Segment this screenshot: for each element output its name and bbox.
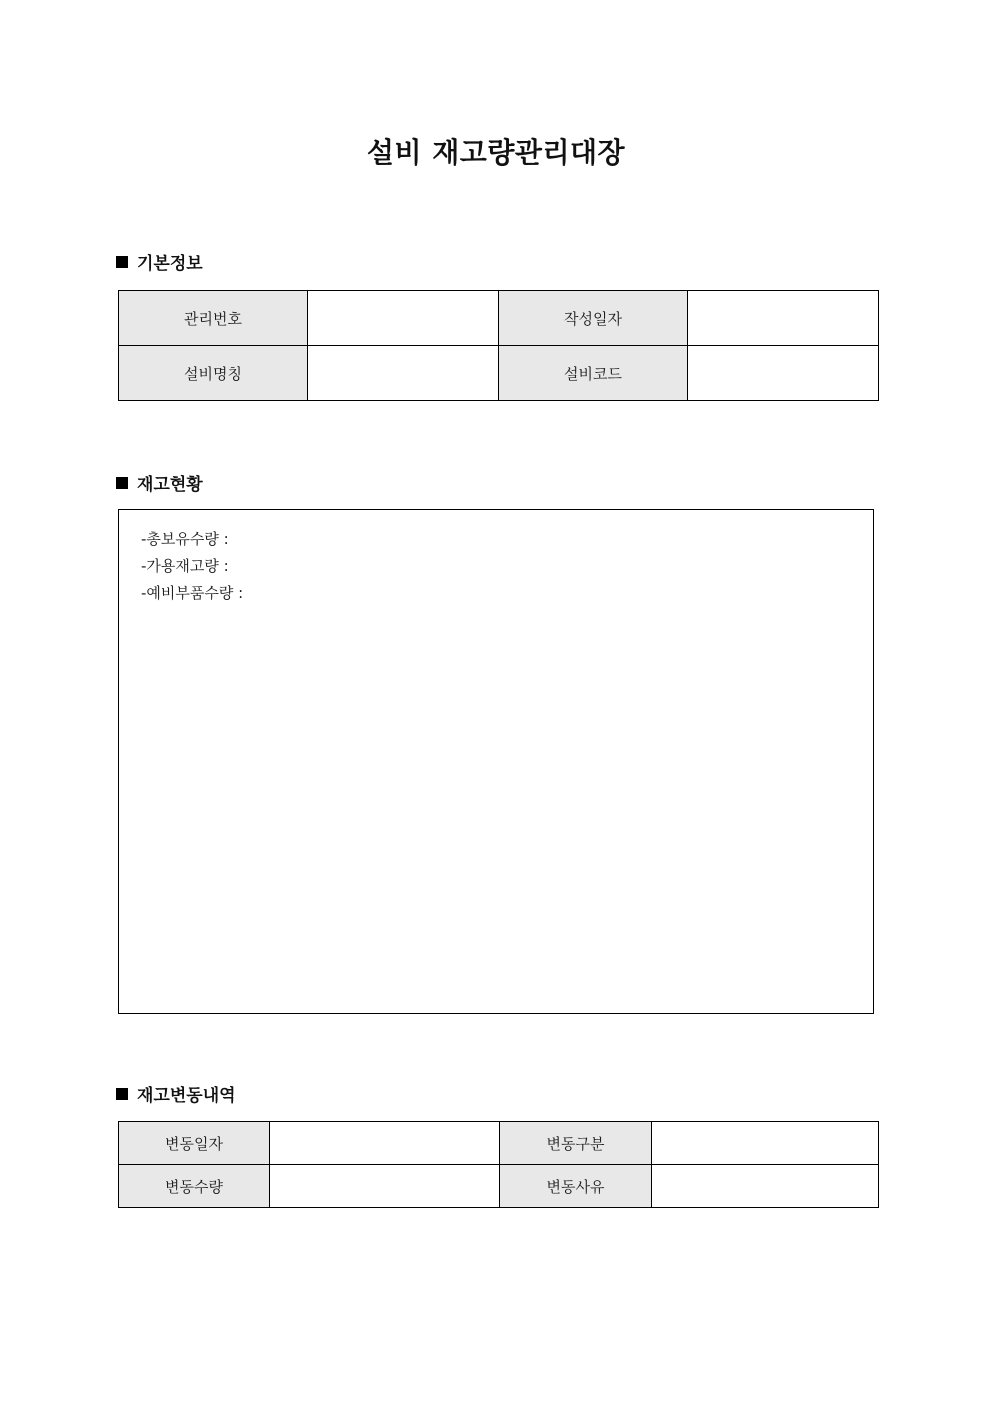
stock-status-box[interactable] — [118, 509, 874, 1014]
cell-label-equipment-code: 설비코드 — [499, 346, 688, 401]
section-heading-basic-info — [116, 249, 203, 274]
section-heading-stock-change — [116, 1081, 236, 1106]
stock-status-line-list — [119, 510, 873, 607]
page-title: 설비 재고량관리대장 — [366, 136, 626, 169]
list-item: -예비부품수량 : — [141, 584, 244, 602]
table-row — [119, 291, 879, 346]
cell-label-created-date: 작성일자 — [499, 291, 688, 346]
cell-label-change-type: 변동구분 — [500, 1122, 652, 1165]
cell-value-equipment-code[interactable] — [688, 346, 879, 401]
square-bullet-icon — [116, 1088, 128, 1100]
cell-label-change-quantity: 변동수량 — [119, 1165, 270, 1208]
list-item: -가용재고량 : — [141, 557, 229, 575]
section-heading-stock-status — [116, 470, 203, 495]
cell-value-change-reason[interactable] — [652, 1165, 879, 1208]
cell-value-created-date[interactable] — [688, 291, 879, 346]
cell-label-change-reason: 변동사유 — [500, 1165, 652, 1208]
cell-value-change-date[interactable] — [270, 1122, 500, 1165]
cell-label-management-number: 관리번호 — [119, 291, 308, 346]
table-row — [119, 1165, 879, 1208]
cell-label-change-date: 변동일자 — [119, 1122, 270, 1165]
cell-value-management-number[interactable] — [308, 291, 499, 346]
table-row — [119, 1122, 879, 1165]
cell-label-equipment-name: 설비명칭 — [119, 346, 308, 401]
square-bullet-icon — [116, 477, 128, 489]
section-heading-stock-status-label: 재고현황 — [137, 475, 203, 495]
section-heading-basic-info-label: 기본정보 — [137, 254, 203, 274]
cell-value-change-type[interactable] — [652, 1122, 879, 1165]
list-item: -총보유수량 : — [141, 530, 229, 548]
section-heading-stock-change-label: 재고변동내역 — [137, 1086, 236, 1106]
table-row — [119, 346, 879, 401]
square-bullet-icon — [116, 256, 128, 268]
basic-info-table — [118, 290, 879, 401]
cell-value-change-quantity[interactable] — [270, 1165, 500, 1208]
cell-value-equipment-name[interactable] — [308, 346, 499, 401]
stock-change-table — [118, 1121, 879, 1208]
